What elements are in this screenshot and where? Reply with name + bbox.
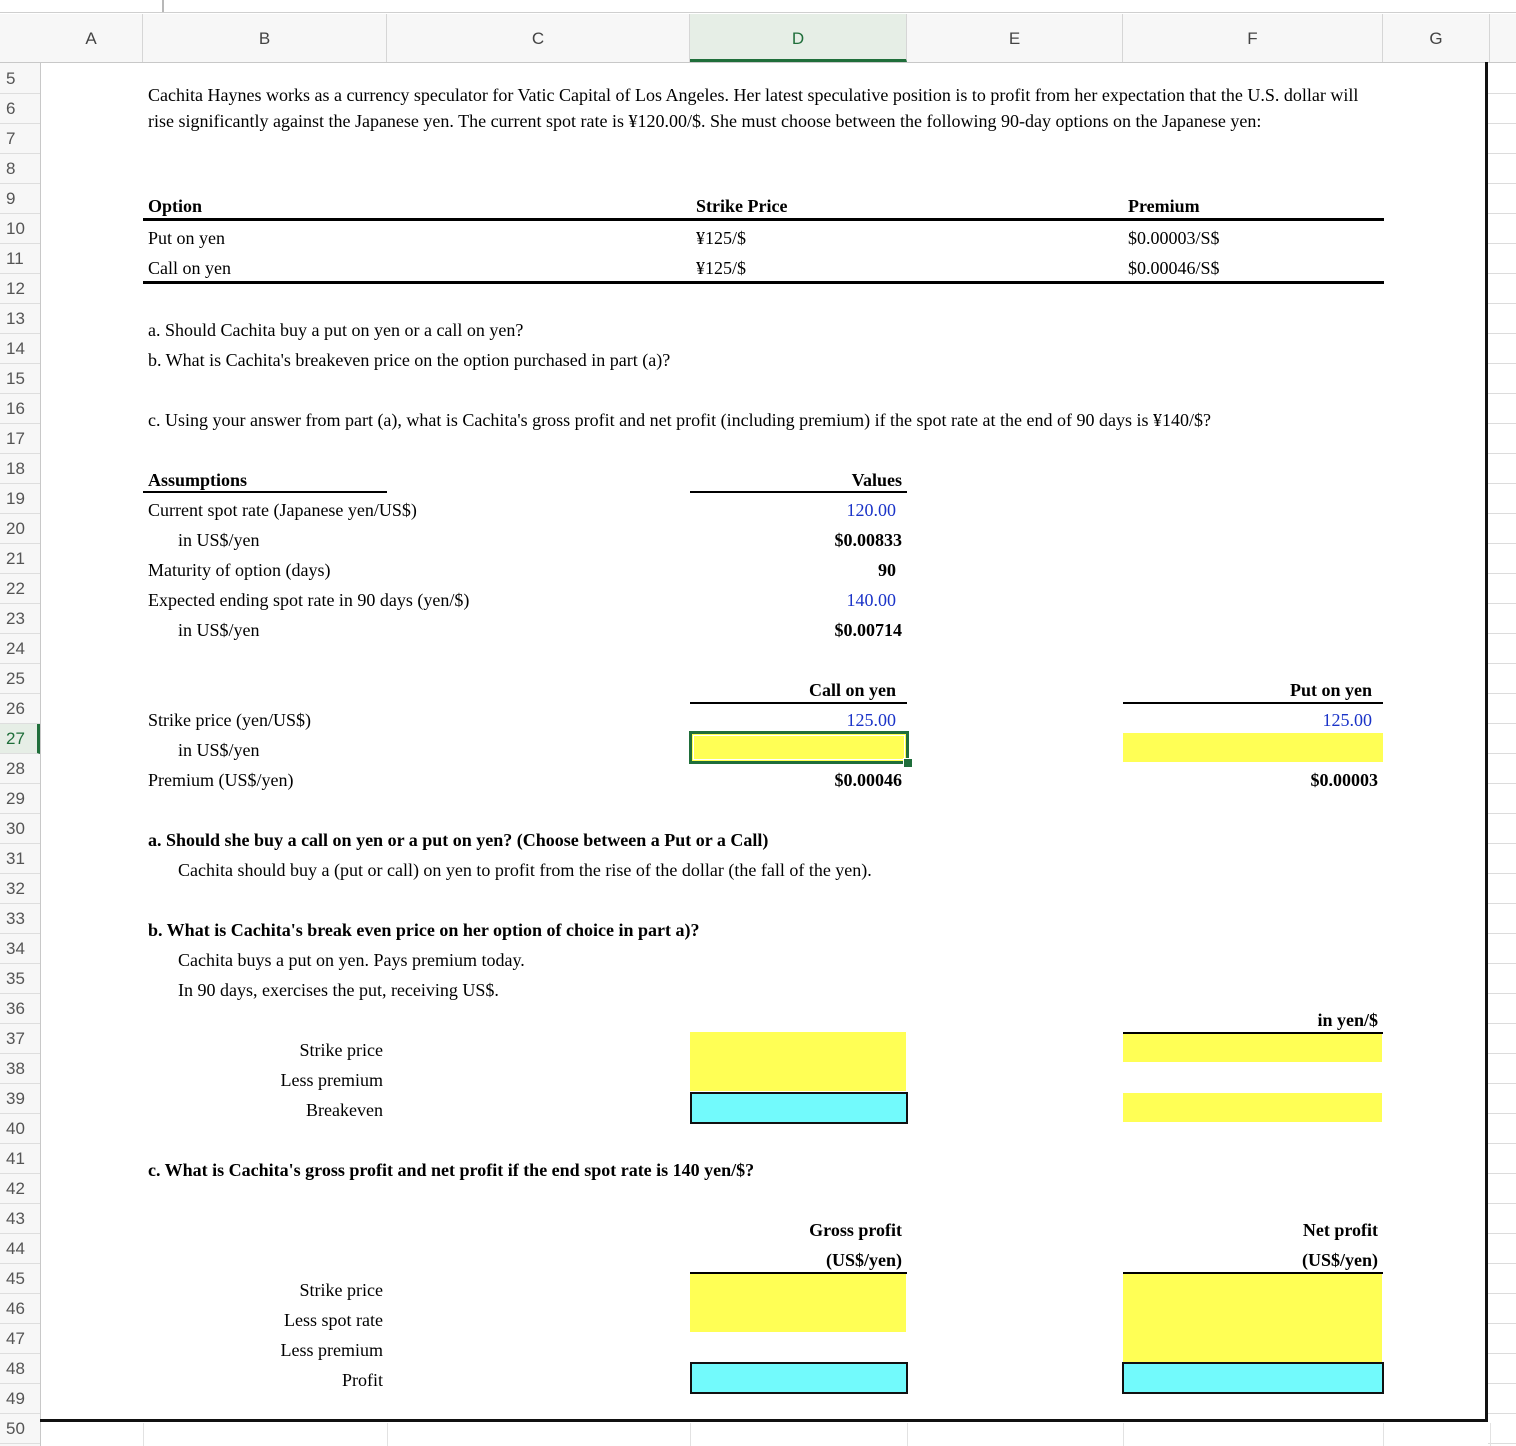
- row-header-7[interactable]: 7: [0, 124, 40, 154]
- breakeven-premium-label: Less premium: [280, 1070, 383, 1090]
- row-header-22[interactable]: 22: [0, 574, 40, 604]
- row-header-40[interactable]: 40: [0, 1114, 40, 1144]
- row-header-16[interactable]: 16: [0, 394, 40, 424]
- row-header-38[interactable]: 38: [0, 1054, 40, 1084]
- call-on-yen-header: Call on yen: [808, 680, 896, 700]
- options-bottom-rule: [143, 281, 1384, 284]
- premium-label: Premium (US$/yen): [148, 770, 294, 790]
- breakeven-yen-strike-input[interactable]: [1123, 1034, 1382, 1062]
- question-c: c. Using your answer from part (a), what is Cachita's gross profit and net profit (including premium) if the spot rate at the end of 90 days is ¥140/$?: [148, 410, 1211, 430]
- assumption-label-spot: Current spot rate (Japanese yen/US$): [148, 500, 417, 520]
- assumption-value-spot[interactable]: 120.00: [846, 500, 896, 520]
- options-header-strike: Strike Price: [696, 196, 788, 216]
- put-on-yen-header: Put on yen: [1289, 680, 1372, 700]
- column-header-bar: [0, 14, 1516, 63]
- profit-spot-label: Less spot rate: [284, 1310, 383, 1330]
- put-strike-value[interactable]: 125.00: [1322, 710, 1372, 730]
- row-header-11[interactable]: 11: [0, 244, 40, 274]
- row-header-20[interactable]: 20: [0, 514, 40, 544]
- gross-profit-result[interactable]: [690, 1362, 908, 1394]
- breakeven-yen-result[interactable]: [1123, 1093, 1382, 1122]
- row-header-39[interactable]: 39: [0, 1084, 40, 1114]
- assumption-label-end-spot: Expected ending spot rate in 90 days (yen/$): [148, 590, 470, 610]
- profit-label: Profit: [341, 1370, 383, 1390]
- row-header-25[interactable]: 25: [0, 664, 40, 694]
- row-header-33[interactable]: 33: [0, 904, 40, 934]
- part-a-heading: a. Should she buy a call on yen or a put on yen? (Choose between a Put or a Call): [148, 830, 769, 850]
- in-yen-header: in yen/$: [1317, 1010, 1378, 1030]
- row-header-12[interactable]: 12: [0, 274, 40, 304]
- put-header-rule: [1123, 702, 1383, 704]
- row-header-14[interactable]: 14: [0, 334, 40, 364]
- put-strike-usd-input[interactable]: [1123, 733, 1383, 762]
- row-header-26[interactable]: 26: [0, 694, 40, 724]
- strike-in-usd-label: in US$/yen: [178, 740, 260, 760]
- options-row-put-label: Put on yen: [148, 228, 226, 248]
- profit-strike-label: Strike price: [299, 1280, 383, 1300]
- breakeven-usd-result[interactable]: [690, 1092, 908, 1124]
- row-header-17[interactable]: 17: [0, 424, 40, 454]
- row-header-28[interactable]: 28: [0, 754, 40, 784]
- assumption-label-spot-usd: in US$/yen: [178, 530, 260, 550]
- assumption-value-maturity[interactable]: 90: [878, 560, 896, 580]
- row-header-8[interactable]: 8: [0, 154, 40, 184]
- row-header-13[interactable]: 13: [0, 304, 40, 334]
- intro-paragraph: Cachita Haynes works as a currency speculator for Vatic Capital of Los Angeles. Her latest speculative position is to profit from her expectation that the U.S. dollar will rise significantly against the Japanese yen. The current spot rate is ¥120.00/$. She must choose between the following 90-day options on the Japanese yen:: [148, 85, 1359, 131]
- row-header-29[interactable]: 29: [0, 784, 40, 814]
- call-header-rule: [690, 702, 907, 704]
- options-header-option: Option: [148, 196, 203, 216]
- column-header-b[interactable]: B: [143, 14, 387, 62]
- put-premium-value[interactable]: $0.00003: [1310, 770, 1378, 790]
- breakeven-usd-inputs[interactable]: [690, 1032, 906, 1091]
- assumption-label-maturity: Maturity of option (days): [148, 560, 331, 580]
- net-profit-header: Net profit: [1302, 1220, 1378, 1240]
- breakeven-strike-label: Strike price: [299, 1040, 383, 1060]
- row-header-21[interactable]: 21: [0, 544, 40, 574]
- row-header-50[interactable]: 50: [0, 1414, 40, 1444]
- row-header-23[interactable]: 23: [0, 604, 40, 634]
- row-header-48[interactable]: 48: [0, 1354, 40, 1384]
- row-header-42[interactable]: 42: [0, 1174, 40, 1204]
- options-row-call-strike: ¥125/$: [696, 258, 747, 278]
- strike-price-label: Strike price (yen/US$): [148, 710, 311, 730]
- column-header-f[interactable]: F: [1123, 14, 1383, 62]
- row-header-27[interactable]: 27: [0, 724, 40, 754]
- row-header-9[interactable]: 9: [0, 184, 40, 214]
- row-header-30[interactable]: 30: [0, 814, 40, 844]
- active-cell-d27[interactable]: [689, 731, 909, 764]
- row-header-18[interactable]: 18: [0, 454, 40, 484]
- assumptions-header: Assumptions: [148, 470, 248, 490]
- row-header-44[interactable]: 44: [0, 1234, 40, 1264]
- row-header-49[interactable]: 49: [0, 1384, 40, 1414]
- row-header-5[interactable]: 5: [0, 64, 40, 94]
- row-header-10[interactable]: 10: [0, 214, 40, 244]
- row-header-19[interactable]: 19: [0, 484, 40, 514]
- call-premium-value[interactable]: $0.00046: [834, 770, 902, 790]
- column-header-a[interactable]: A: [40, 14, 143, 62]
- options-row-call-label: Call on yen: [148, 258, 231, 278]
- assumption-value-end-spot[interactable]: 140.00: [846, 590, 896, 610]
- row-header-24[interactable]: 24: [0, 634, 40, 664]
- column-header-c[interactable]: C: [387, 14, 690, 62]
- part-b-heading: b. What is Cachita's break even price on her option of choice in part a)?: [148, 920, 700, 940]
- row-header-35[interactable]: 35: [0, 964, 40, 994]
- options-header-rule: [143, 218, 1384, 221]
- values-header: Values: [851, 470, 902, 490]
- row-header-34[interactable]: 34: [0, 934, 40, 964]
- row-header-36[interactable]: 36: [0, 994, 40, 1024]
- row-header-47[interactable]: 47: [0, 1324, 40, 1354]
- options-row-call-premium: $0.00046/S$: [1128, 258, 1220, 278]
- row-header-45[interactable]: 45: [0, 1264, 40, 1294]
- row-header-31[interactable]: 31: [0, 844, 40, 874]
- values-rule: [690, 491, 907, 493]
- formula-bar-edge: [0, 0, 1516, 14]
- row-header-6[interactable]: 6: [0, 94, 40, 124]
- assumptions-rule: [143, 491, 387, 493]
- part-c-heading: c. What is Cachita's gross profit and net profit if the end spot rate is 140 yen/$?: [148, 1160, 755, 1180]
- question-b: b. What is Cachita's breakeven price on the option purchased in part (a)?: [148, 350, 671, 370]
- net-profit-units: (US$/yen): [1302, 1250, 1378, 1270]
- profit-premium-label: Less premium: [280, 1340, 383, 1360]
- column-header-g[interactable]: G: [1383, 14, 1490, 62]
- row-header-43[interactable]: 43: [0, 1204, 40, 1234]
- breakeven-label: Breakeven: [306, 1100, 383, 1120]
- gross-profit-inputs[interactable]: [690, 1274, 906, 1332]
- gross-profit-units: (US$/yen): [826, 1250, 902, 1270]
- options-header-premium: Premium: [1128, 196, 1200, 216]
- row-header-15[interactable]: 15: [0, 364, 40, 394]
- options-row-put-strike: ¥125/$: [696, 228, 747, 248]
- column-header-e[interactable]: E: [907, 14, 1123, 62]
- part-a-answer: Cachita should buy a (put or call) on yen to profit from the rise of the dollar (the fall of the yen).: [178, 860, 872, 880]
- gross-profit-header: Gross profit: [809, 1220, 902, 1240]
- call-strike-value[interactable]: 125.00: [846, 710, 896, 730]
- column-header-d[interactable]: D: [690, 14, 907, 62]
- question-a: a. Should Cachita buy a put on yen or a call on yen?: [148, 320, 524, 340]
- part-b-line2: In 90 days, exercises the put, receiving US$.: [178, 980, 499, 1000]
- fill-handle[interactable]: [903, 758, 913, 768]
- row-header-41[interactable]: 41: [0, 1144, 40, 1174]
- net-profit-result[interactable]: [1122, 1362, 1384, 1394]
- row-header-46[interactable]: 46: [0, 1294, 40, 1324]
- row-header-32[interactable]: 32: [0, 874, 40, 904]
- row-header-37[interactable]: 37: [0, 1024, 40, 1054]
- row-header-bar: [0, 63, 41, 1446]
- assumption-value-spot-usd[interactable]: $0.00833: [834, 530, 902, 550]
- net-profit-inputs[interactable]: [1123, 1274, 1382, 1362]
- options-row-put-premium: $0.00003/S$: [1128, 228, 1220, 248]
- assumption-label-end-spot-usd: in US$/yen: [178, 620, 260, 640]
- part-b-line1: Cachita buys a put on yen. Pays premium today.: [178, 950, 525, 970]
- assumption-value-end-spot-usd[interactable]: $0.00714: [834, 620, 902, 640]
